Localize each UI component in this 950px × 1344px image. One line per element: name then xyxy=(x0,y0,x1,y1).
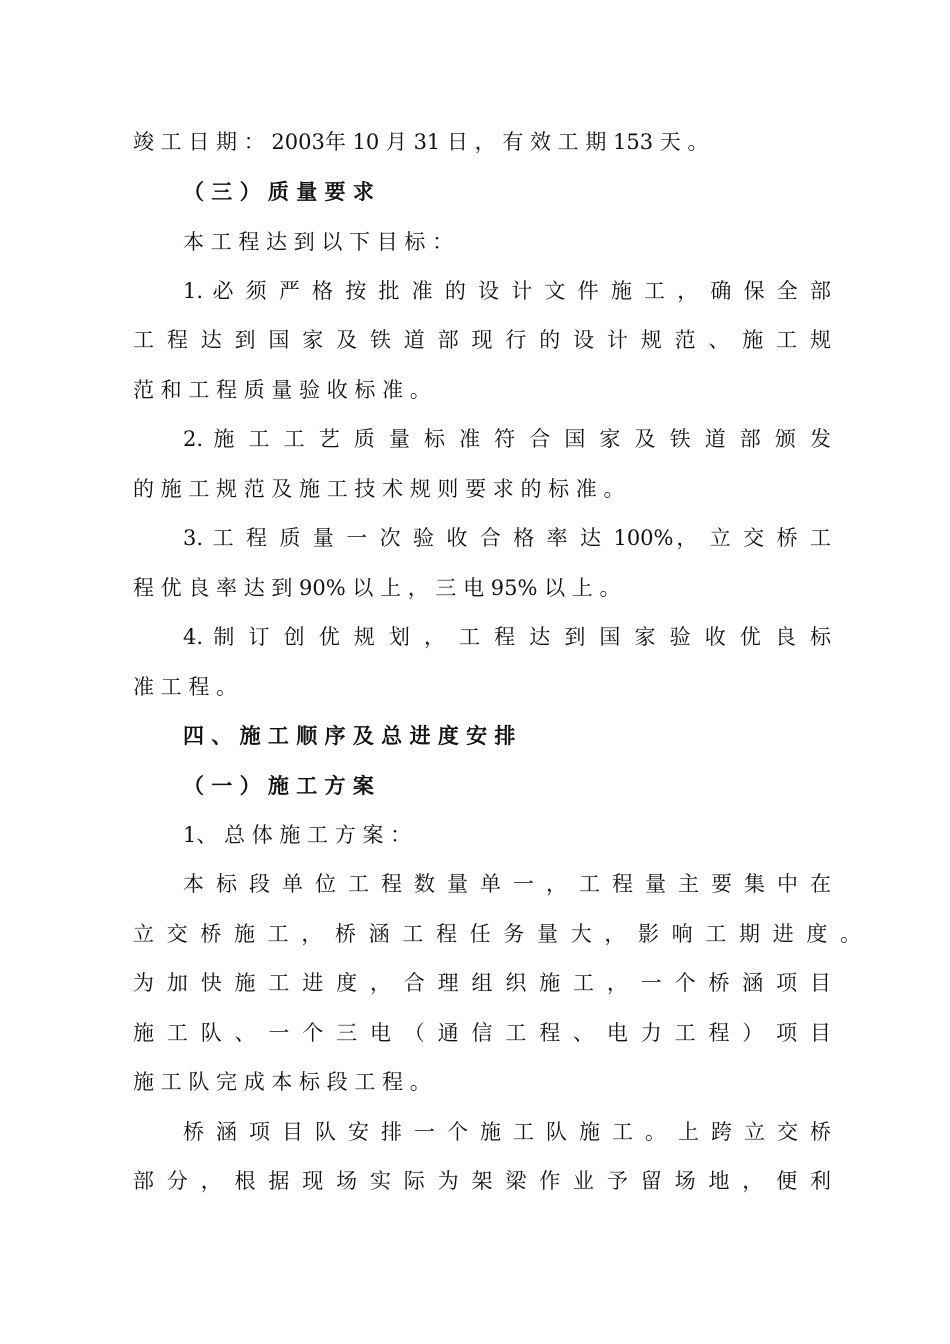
item-heading-overall-plan: 1、 总 体 施 工 方 案 ： xyxy=(183,823,412,847)
paragraph-line: 桥 涵 项 目 队 安 排 一 个 施 工 队 施 工 。 上 跨 立 交 桥 xyxy=(183,1120,831,1144)
section-heading-schedule: 四 、 施 工 顺 序 及 总 进 度 安 排 xyxy=(183,723,516,748)
section-heading-quality: （ 三 ） 质 量 要 求 xyxy=(183,179,374,204)
list-item-2-line: 2. 施 工 工 艺 质 量 标 准 符 合 国 家 及 铁 道 部 颁 发 xyxy=(183,427,831,451)
list-item-1-line: 1. 必 须 严 格 按 批 准 的 设 计 文 件 施 工 ， 确 保 全 部 xyxy=(183,279,831,303)
list-item-3-line: 3. 工 程 质 量 一 次 验 收 合 格 率 达 100%， 立 交 桥 工 xyxy=(183,526,831,550)
list-item-4-line: 4. 制 订 创 优 规 划 ， 工 程 达 到 国 家 验 收 优 良 标 xyxy=(183,625,831,649)
paragraph-line: 本 工 程 达 到 以 下 目 标 ： xyxy=(183,230,454,254)
completion-date-line: 竣 工 日 期 ： 2003年 10 月 31 日 ， 有 效 工 期 153 天 。 xyxy=(133,130,709,154)
list-item-2-line: 的 施 工 规 范 及 施 工 技 术 规 则 要 求 的 标 准 。 xyxy=(133,477,625,501)
paragraph-line: 立 交 桥 施 工 ， 桥 涵 工 程 任 务 量 大 ， 影 响 工 期 进 度 。 xyxy=(133,922,861,946)
subsection-heading-plan: （ 一 ） 施 工 方 案 xyxy=(183,773,374,798)
list-item-1-line: 工 程 达 到 国 家 及 铁 道 部 现 行 的 设 计 规 范 、 施 工 规 xyxy=(133,328,831,352)
paragraph-line: 部 分 ， 根 据 现 场 实 际 为 架 梁 作 业 予 留 场 地 ， 便 利 xyxy=(133,1169,831,1193)
paragraph-line: 为 加 快 施 工 进 度 ， 合 理 组 织 施 工 ， 一 个 桥 涵 项 目 xyxy=(133,971,831,995)
list-item-4-line: 准 工 程 。 xyxy=(133,675,238,699)
list-item-3-line: 程 优 良 率 达 到 90% 以 上 ， 三 电 95% 以 上 。 xyxy=(133,576,621,600)
list-item-1-line: 范 和 工 程 质 量 验 收 标 准 。 xyxy=(133,378,431,402)
paragraph-line: 施 工 队 、 一 个 三 电 （ 通 信 工 程 、 电 力 工 程 ） 项 目 xyxy=(133,1021,831,1045)
paragraph-line: 施 工 队 完 成 本 标 段 工 程 。 xyxy=(133,1070,431,1094)
paragraph-line: 本 标 段 单 位 工 程 数 量 单 一 ， 工 程 量 主 要 集 中 在 xyxy=(183,872,831,896)
